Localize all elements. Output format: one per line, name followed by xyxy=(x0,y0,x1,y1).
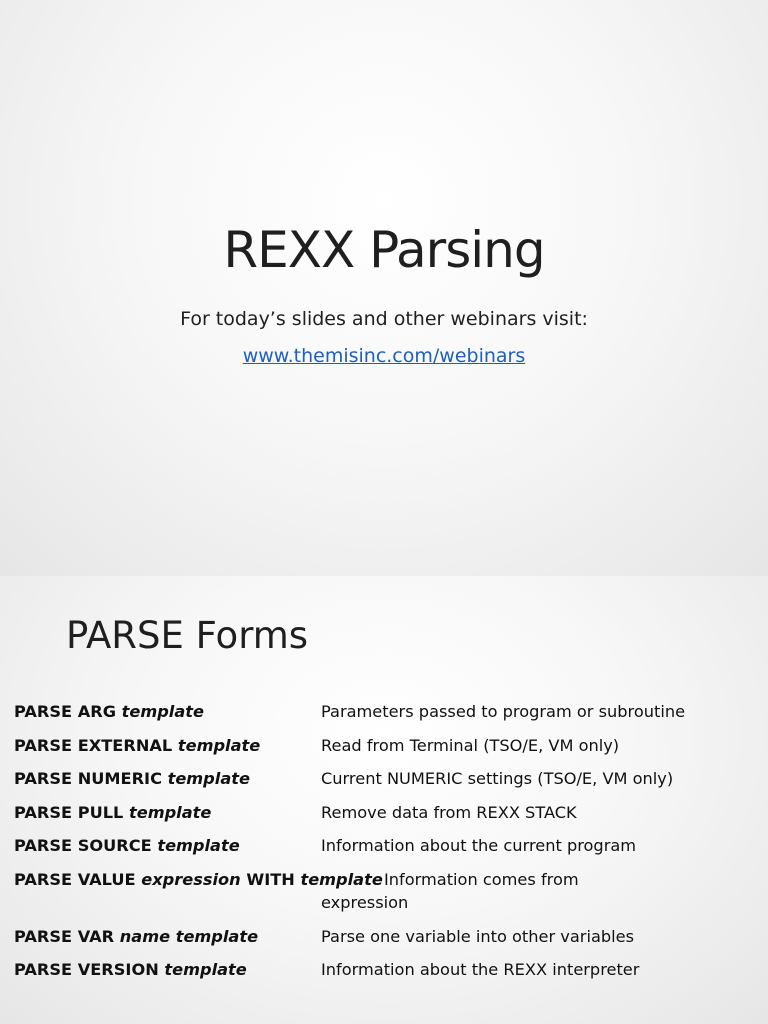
parse-command: PARSE VERSION template xyxy=(14,960,247,979)
parse-description-continued: expression xyxy=(321,892,409,912)
parse-command: PARSE NUMERIC template xyxy=(14,769,250,788)
parse-description: Information comes from xyxy=(384,869,579,889)
webinars-link[interactable]: www.themisinc.com/webinars xyxy=(242,345,526,367)
table-row xyxy=(14,698,754,732)
table-row xyxy=(14,832,754,866)
slide-title: REXX Parsing xyxy=(223,221,545,279)
parse-command: PARSE VAR name template xyxy=(14,926,259,946)
slide-subtitle: For today’s slides and other webinars visit: xyxy=(180,308,588,330)
table-row xyxy=(14,765,754,799)
parse-description: Parameters passed to program or subroutine xyxy=(321,702,686,721)
parse-description: Parse one variable into other variables xyxy=(321,926,635,946)
parse-description: Current NUMERIC settings (TSO/E, VM only) xyxy=(321,769,674,788)
parse-command: PARSE ARG template xyxy=(14,702,205,721)
slide-title: PARSE Forms xyxy=(66,614,309,657)
webinars-link-wrapper xyxy=(0,343,768,369)
table-row xyxy=(14,923,754,957)
table-row xyxy=(14,866,754,923)
table-row xyxy=(14,956,754,990)
parse-description: Remove data from REXX STACK xyxy=(321,802,577,822)
parse-command: PARSE SOURCE template xyxy=(14,836,240,855)
parse-description: Information about the REXX interpreter xyxy=(321,960,640,979)
parse-description: Read from Terminal (TSO/E, VM only) xyxy=(321,735,620,755)
parse-command: PARSE EXTERNAL template xyxy=(14,735,261,755)
parse-command: PARSE VALUE expression WITH template xyxy=(14,869,383,889)
parse-description: Information about the current program xyxy=(321,836,637,855)
parse-command: PARSE PULL template xyxy=(14,802,212,822)
parse-forms-slide xyxy=(0,576,768,1024)
table-row xyxy=(14,799,754,833)
parse-forms-table xyxy=(14,698,754,990)
table-row xyxy=(14,732,754,766)
